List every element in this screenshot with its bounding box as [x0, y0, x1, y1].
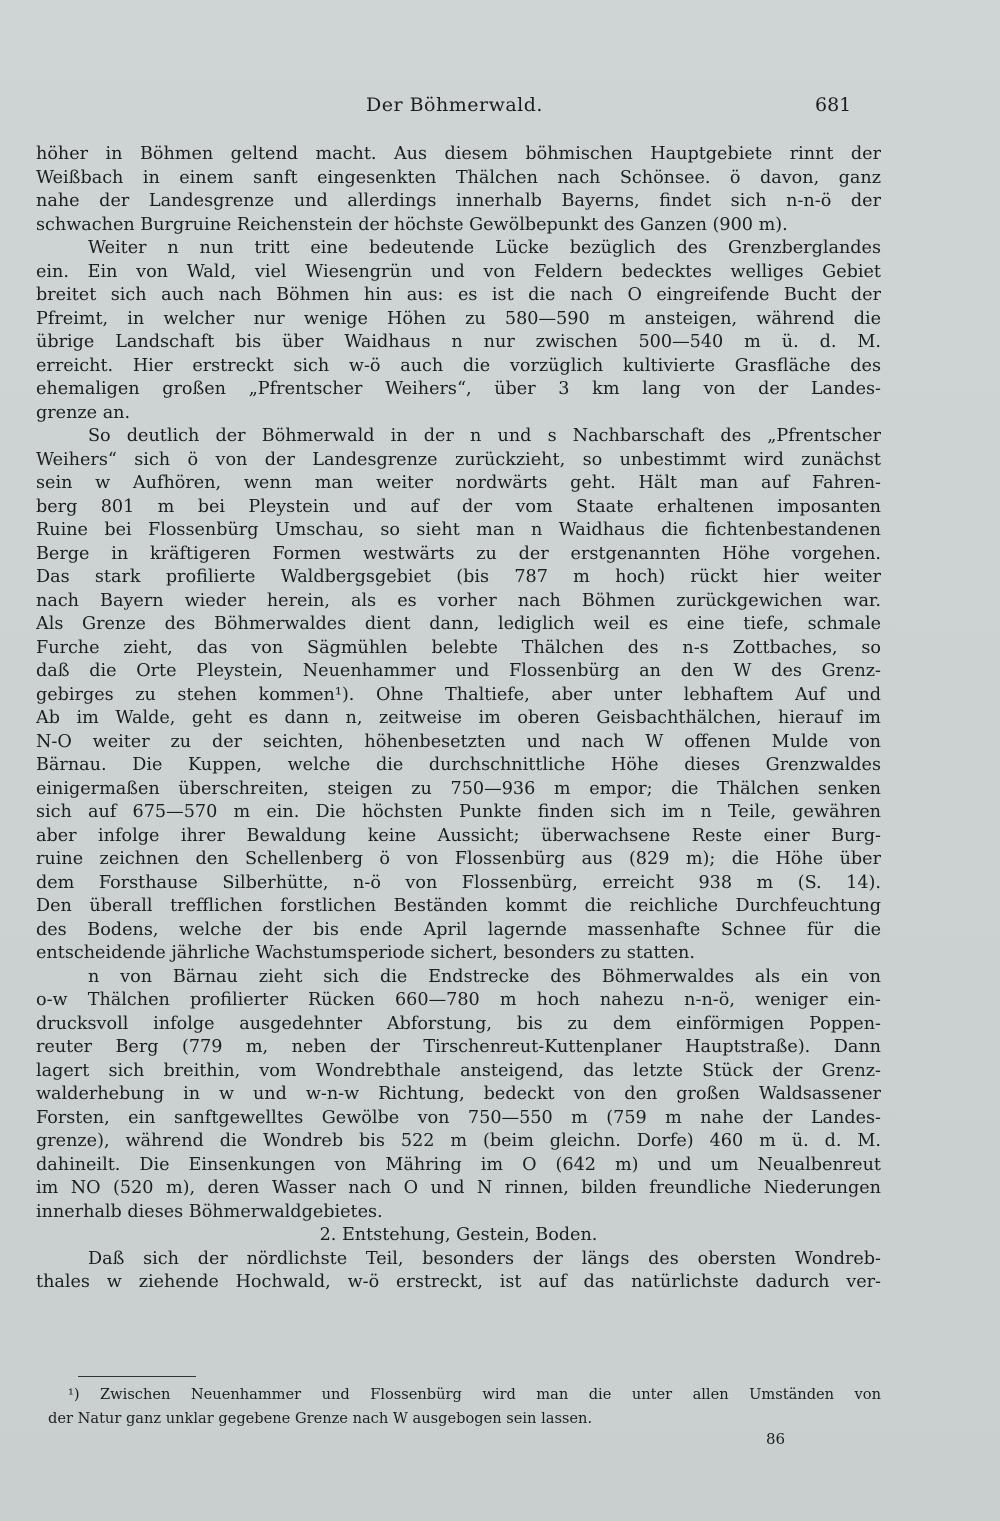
text-line: aber infolge ihrer Bewaldung keine Aussicht; überwachsene Reste einer Burg- — [36, 825, 881, 846]
text-line: nach Bayern wieder herein, als es vorher nach Böhmen zurückgewichen war. — [36, 590, 881, 611]
text-line: N-O weiter zu der seichten, höhenbesetzten und nach W offenen Mulde von — [36, 731, 881, 752]
page-header — [0, 94, 1000, 124]
section-heading: 2. Entstehung, Gestein, Boden. — [319, 1225, 598, 1245]
text-line: gebirges zu stehen kommen¹). Ohne Thaltiefe, aber unter lebhaftem Auf und — [36, 684, 881, 705]
text-line: einigermaßen überschreiten, steigen zu 750—936 m empor; die Thälchen senken — [36, 778, 881, 799]
footnote-divider — [78, 1376, 196, 1377]
text-line: höher in Böhmen geltend macht. Aus diesem böhmischen Hauptgebiete rinnt der — [36, 144, 881, 164]
text-line: sich auf 675—570 m ein. Die höchsten Punkte finden sich im n Teile, gewähren — [36, 802, 881, 822]
text-line: n von Bärnau zieht sich die Endstrecke des Böhmerwaldes als ein von — [88, 966, 881, 987]
text-line: entscheidende jährliche Wachstumsperiode sichert, besonders zu statten. — [36, 943, 695, 963]
text-line: Weißbach in einem sanft eingesenkten Thälchen nach Schönsee. ö davon, ganz — [36, 167, 881, 188]
text-line: ein. Ein von Wald, viel Wiesengrün und von Feldern bedecktes welliges Gebiet — [36, 261, 881, 282]
text-line: o-w Thälchen profilierter Rücken 660—780 m hoch nahezu n-n-ö, weniger ein- — [36, 990, 881, 1010]
text-line: Weihers“ sich ö von der Landesgrenze zurückzieht, so unbestimmt wird zunächst — [36, 449, 881, 470]
text-line: Bärnau. Die Kuppen, welche die durchschnittliche Höhe dieses Grenzwaldes — [36, 755, 881, 775]
text-line: erreicht. Hier erstreckt sich w-ö auch die vorzüglich kultivierte Grasfläche des — [36, 355, 881, 376]
text-line: grenze), während die Wondreb bis 522 m (beim gleichn. Dorfe) 460 m ü. d. M. — [36, 1131, 881, 1151]
footnote-line: ¹) Zwischen Neuenhammer und Flossenbürg wird man die unter allen Umständen von — [68, 1386, 881, 1403]
text-line: walderhebung in w und w-n-w Richtung, bedeckt von den großen Waldsassener — [36, 1084, 881, 1104]
text-line: thales w ziehende Hochwald, w-ö erstreckt, ist auf das natürlichste dadurch ver- — [36, 1272, 881, 1292]
running-title: Der Böhmerwald. — [366, 94, 543, 116]
text-line: übrige Landschaft bis über Waidhaus n nur zwischen 500—540 m ü. d. M. — [36, 332, 881, 352]
footnote-line: der Natur ganz unklar gegebene Grenze nach W ausgebogen sein lassen. — [48, 1410, 593, 1427]
text-line: lagert sich breithin, vom Wondrebthale ansteigend, das letzte Stück der Grenz- — [36, 1060, 881, 1081]
text-line: Furche zieht, das von Sägmühlen belebte Thälchen des n-s Zottbaches, so — [36, 637, 881, 658]
text-line: drucksvoll infolge ausgedehnter Abforstung, bis zu dem einförmigen Poppen- — [36, 1013, 881, 1034]
text-line: berg 801 m bei Pleystein und auf der vom Staate erhaltenen imposanten — [36, 496, 881, 517]
text-line: Das stark profilierte Waldbergsgebiet (bis 787 m hoch) rückt hier weiter — [36, 567, 881, 587]
text-line: des Bodens, welche der bis ende April lagernde massenhafte Schnee für die — [36, 919, 881, 940]
body-text — [36, 143, 881, 1295]
text-line: Berge in kräftigeren Formen westwärts zu der erstgenannten Höhe vorgehen. — [36, 543, 881, 564]
text-line: sein w Aufhören, wenn man weiter nordwärts geht. Hält man auf Fahren- — [36, 473, 881, 493]
text-line: So deutlich der Böhmerwald in der n und s Nachbarschaft des „Pfrentscher — [88, 426, 881, 446]
text-line: Pfreimt, in welcher nur wenige Höhen zu 580—590 m ansteigen, während die — [36, 308, 881, 329]
text-line: schwachen Burgruine Reichenstein der höchste Gewölbepunkt des Ganzen (900 m). — [36, 214, 788, 235]
text-line: Weiter n nun tritt eine bedeutende Lücke bezüglich des Grenzberglandes — [88, 238, 881, 258]
text-line: breitet sich auch nach Böhmen hin aus: es ist die nach O eingreifende Bucht der — [36, 285, 881, 305]
text-line: dem Forsthause Silberhütte, n-ö von Flossenbürg, erreicht 938 m (S. 14). — [36, 872, 881, 893]
text-line: daß die Orte Pleystein, Neuenhammer und Flossenbürg an den W des Grenz- — [36, 661, 881, 681]
signature-mark: 86 — [766, 1430, 786, 1448]
text-line: im NO (520 m), deren Wasser nach O und N rinnen, bilden freundliche Niederungen — [36, 1178, 881, 1198]
text-line: grenze an. — [36, 402, 131, 423]
text-line: Daß sich der nördlichste Teil, besonders der längs des obersten Wondreb- — [88, 1248, 881, 1269]
page-number: 681 — [815, 94, 852, 116]
text-line: Ab im Walde, geht es dann n, zeitweise im oberen Geisbachthälchen, hierauf im — [36, 708, 881, 728]
text-line: innerhalb dieses Böhmerwaldgebietes. — [36, 1201, 383, 1222]
text-line: Ruine bei Flossenbürg Umschau, so sieht man n Waidhaus die fichtenbestandenen — [36, 520, 881, 540]
text-line: Forsten, ein sanftgewelltes Gewölbe von 750—550 m (759 m nahe der Landes- — [36, 1107, 881, 1128]
text-line: Als Grenze des Böhmerwaldes dient dann, lediglich weil es eine tiefe, schmale — [36, 614, 881, 634]
footnotes — [48, 1383, 881, 1431]
text-line: dahineilt. Die Einsenkungen von Mähring im O (642 m) und um Neualbenreut — [36, 1154, 881, 1175]
text-line: nahe der Landesgrenze und allerdings innerhalb Bayerns, findet sich n-n-ö der — [36, 191, 881, 211]
text-line: ruine zeichnen den Schellenberg ö von Flossenbürg aus (829 m); die Höhe über — [36, 849, 881, 869]
text-line: ehemaligen großen „Pfrentscher Weihers“, über 3 km lang von der Landes- — [36, 379, 881, 399]
text-line: Den überall trefflichen forstlichen Beständen kommt die reichliche Durchfeuchtung — [36, 896, 881, 916]
text-line: reuter Berg (779 m, neben der Tirschenreut-Kuttenplaner Hauptstraße). Dann — [36, 1037, 881, 1057]
